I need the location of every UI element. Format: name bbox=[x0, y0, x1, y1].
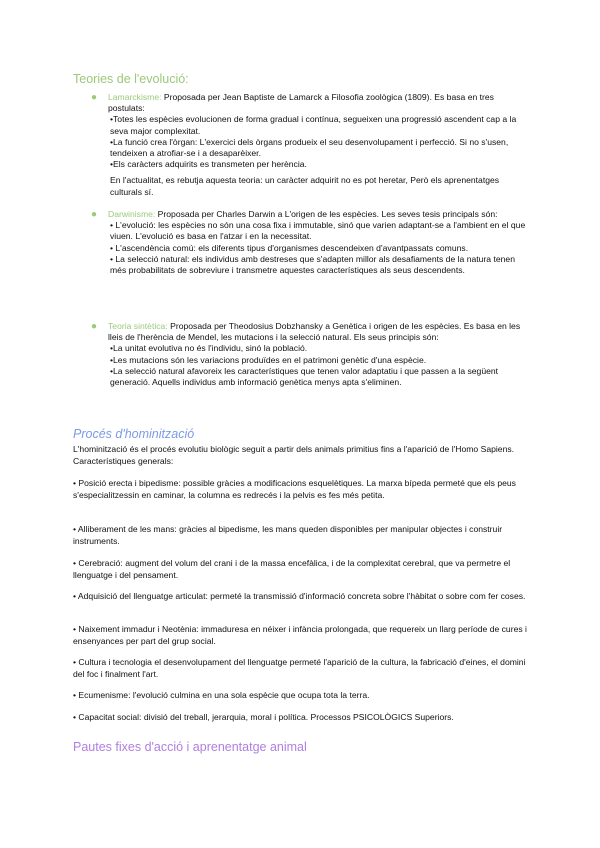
theory-intro: Proposada per Charles Darwin a L'origen de les espècies. Les seves tesis principals són: bbox=[157, 209, 498, 219]
bullet-icon: ● bbox=[91, 209, 98, 220]
section-title-theories: Teories de l'evolució: bbox=[73, 72, 189, 86]
theory-point: •Les mutacions són les variacions produïdes en el patrimoni genètic d'una espècie. bbox=[110, 354, 427, 365]
theory-point: •La unitat evolutiva no és l'individu, sinó la població. bbox=[110, 343, 308, 354]
list-item: • Adquisició del llenguatge articulat: permeté la transmissió d'informació concreta sobre l'hàbitat o sobre com fer coses. bbox=[73, 591, 526, 601]
hominization-intro: L'hominització és el procés evolutiu biològic seguit a partir dels animals primitius fins a l'aparició de l'Homo Sapiens. Característiques generals: bbox=[73, 444, 515, 467]
theory-point: • L'evolució: les espècies no són una cosa fixa i immutable, sinó que varien adaptant-se a l'ambient en el que viuen. L'evolució es basa en l'atzar i en la necessitat. bbox=[110, 220, 526, 242]
section-title-hominization: Procés d'hominització bbox=[73, 427, 195, 441]
section-title-animal-behavior: Pautes fixes d'acció i aprenentatge animal bbox=[73, 740, 307, 754]
theory-synthetic bbox=[91, 321, 528, 388]
list-item: • Naixement immadur i Neotènia: immaduresa en néixer i infància prolongada, que requereix un llarg període de cures i ensenyances per part del grup social. bbox=[73, 624, 527, 647]
list-item: • Alliberament de les mans: gràcies al bipedisme, les mans queden disponibles per manipular objectes i construir instruments. bbox=[73, 524, 503, 547]
list-item: • Cultura i tecnologia el desenvolupament del llenguatge permeté l'aparició de la cultura, la fabricació d'eines, el domini del foc i finalment l'art. bbox=[73, 657, 526, 680]
list-item: • Cerebració: augment del volum del crani i de la massa encefàlica, i de la complexitat cerebral, que va permetre el llenguatge i del pensament. bbox=[73, 558, 511, 581]
bullet-icon: ● bbox=[91, 92, 98, 103]
theory-point: • L'ascendència comú: els diferents tipus d'organismes descendeixen d'avantpassats comuns. bbox=[110, 242, 469, 253]
theory-intro: Proposada per Theodosius Dobzhansky a Genètica i origen de les espècies. Es basa en les lleis de l'herència de Mendel, les mutacions i la selecció natural. Els seus principis són: bbox=[108, 321, 521, 343]
theory-point: •Els caràcters adquirits es transmeten per herència. bbox=[110, 159, 307, 170]
theory-outro: En l'actualitat, es rebutja aquesta teoria: un caràcter adquirit no es pot heretar, Però els aprenentatges culturals sí. bbox=[110, 175, 500, 197]
theory-darwin bbox=[91, 209, 528, 276]
theory-point: •La selecció natural afavoreix les característiques que tenen valor adaptatiu i que passen a la següent generació. Aquells individus amb informació genètica menys apta s'eliminen. bbox=[110, 365, 499, 388]
list-item: • Posició erecta i bipedisme: possible gràcies a modificacions esquelètiques. La marxa bípeda permeté que els peus s'especialitzessin en caminar, la columna es redrecés i la pelvis es fes més petita. bbox=[73, 478, 516, 501]
theory-name: Darwinisme: bbox=[108, 209, 156, 219]
theory-lamarck bbox=[91, 92, 528, 198]
theory-point: • La selecció natural: els individus amb destreses que s'adapten millor als desafiaments de la natura tenen més probabilitats de sobreviure i transmetre aquestes característiques als seus descendents. bbox=[110, 253, 515, 276]
theory-point: •Totes les espècies evolucionen de forma gradual i contínua, segueixen una progressió ascendent cap a la seva major complexitat. bbox=[110, 114, 517, 136]
theory-name: Teoria sintètica: bbox=[108, 321, 168, 331]
bullet-icon: ● bbox=[91, 321, 98, 332]
list-item: • Capacitat social: divisió del treball, jerarquia, moral i política. Processos PSICOLÒGICS Superiors. bbox=[73, 712, 454, 722]
list-item: • Ecumenisme: l'evolució culmina en una sola espècie que ocupa tota la terra. bbox=[73, 690, 370, 700]
theory-name: Lamarckisme: bbox=[108, 92, 162, 102]
theory-intro: Proposada per Jean Baptiste de Lamarck a Filosofia zoològica (1809). Es basa en tres postulats: bbox=[108, 92, 494, 114]
theory-point: •La funció crea l'òrgan: L'exercici dels òrgans produeix el seu desenvolupament i perfecció. Si no s'usen, tendeixen a atrofiar-se i a desaparèixer. bbox=[110, 136, 509, 159]
